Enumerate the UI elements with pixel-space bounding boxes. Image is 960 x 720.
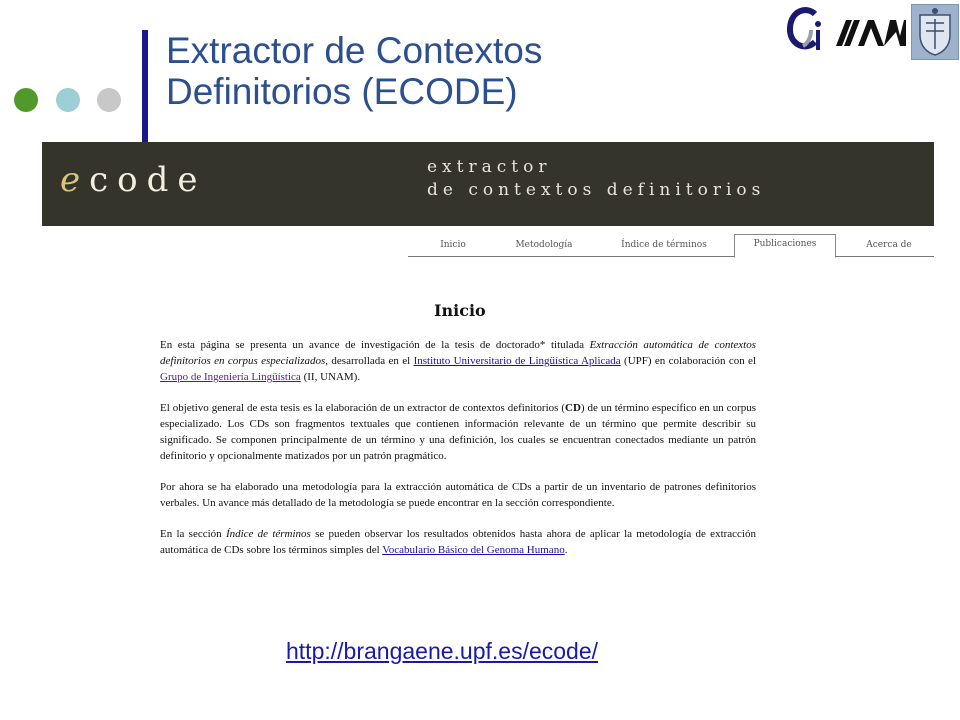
cd-abbreviation: CD	[565, 402, 581, 414]
nav-tab-indice-de-terminos[interactable]: Índice de términos	[621, 240, 707, 250]
paragraph-methodology: Por ahora se ha elaborado una metodología para la extracción automática de CDs a partir de un inventario de patrones definitorios verbales. Un avance más detallado de la metodología se puede encontrar en la sección correspondiente.	[160, 481, 756, 509]
nav-tab-publicaciones[interactable]: Publicaciones	[734, 234, 836, 258]
slide-title-line1: Extractor de Contextos	[166, 30, 543, 71]
page-content	[160, 337, 756, 573]
brand-letter-e: e	[60, 160, 90, 200]
title-accent-bar	[142, 30, 148, 142]
text-segment: ) de un término específico en un corpus especializado. Los CDs son fragmentos textuales que contienen información relevante de un término que permite describir su significado. Se componen principalmente de un término y una definición, los cuales se encuentran conectados mediante un patrón definitorio y opcionalmente matizados por un patrón pragmático.	[160, 402, 756, 462]
slide-title	[166, 30, 542, 112]
link-iula[interactable]: Instituto Universitario de Lingüística Aplicada	[413, 355, 621, 367]
decorative-dot-green	[14, 88, 38, 112]
slide-title-line2: Definitorios (ECODE)	[166, 71, 518, 112]
gil-logo-icon	[785, 4, 825, 56]
banner-tagline-line2: de contextos definitorios	[427, 180, 766, 200]
banner-tagline	[427, 156, 765, 202]
unam-shield-icon	[911, 4, 959, 60]
text-segment: (UPF) en colaboración con el	[620, 355, 756, 367]
decorative-dot-gray	[97, 88, 121, 112]
text-segment: , desarrollada en el	[325, 355, 414, 367]
link-grupo-ingenieria-linguistica[interactable]: Grupo de Ingeniería Lingüística	[160, 371, 301, 383]
thesis-title: Extracción automática de contextos definitorios en corpus especializados	[160, 339, 756, 367]
nav-tab-inicio[interactable]: Inicio	[440, 240, 466, 250]
uam-logo-icon	[834, 18, 906, 48]
page-heading: Inicio	[434, 301, 486, 320]
ecode-brand-logo	[60, 160, 207, 200]
nav-tab-acerca-de[interactable]: Acerca de	[866, 240, 912, 250]
section-name: Índice de términos	[225, 528, 311, 540]
ecode-url-link[interactable]: http://brangaene.upf.es/ecode/	[286, 638, 599, 664]
banner-tagline-line1: extractor	[427, 157, 552, 177]
ecode-banner	[42, 142, 934, 226]
link-vocabulario-genoma-humano[interactable]: Vocabulario Básico del Genoma Humano	[382, 544, 565, 556]
decorative-dot-teal	[56, 88, 80, 112]
text-segment: (II, UNAM).	[300, 371, 361, 383]
text-segment: se pueden observar los resultados obtenidos hasta ahora de aplicar la metodología de extracción automática de CDs sobre los términos simples del	[160, 528, 756, 556]
paragraph-objective	[160, 400, 756, 464]
text-segment: El objetivo general de esta tesis es la elaboración de un extractor de contextos definitorios (	[160, 402, 566, 414]
text-segment: En esta página se presenta un avance de investigación de la tesis de doctorado* titulada	[160, 339, 590, 351]
paragraph-index	[160, 526, 756, 558]
paragraph-intro	[160, 337, 756, 385]
text-segment: En la sección	[160, 528, 226, 540]
nav-tab-metodologia[interactable]: Metodología	[515, 240, 573, 250]
text-segment: .	[564, 544, 568, 556]
brand-letters-code: code	[89, 160, 207, 200]
site-navigation	[408, 234, 934, 257]
